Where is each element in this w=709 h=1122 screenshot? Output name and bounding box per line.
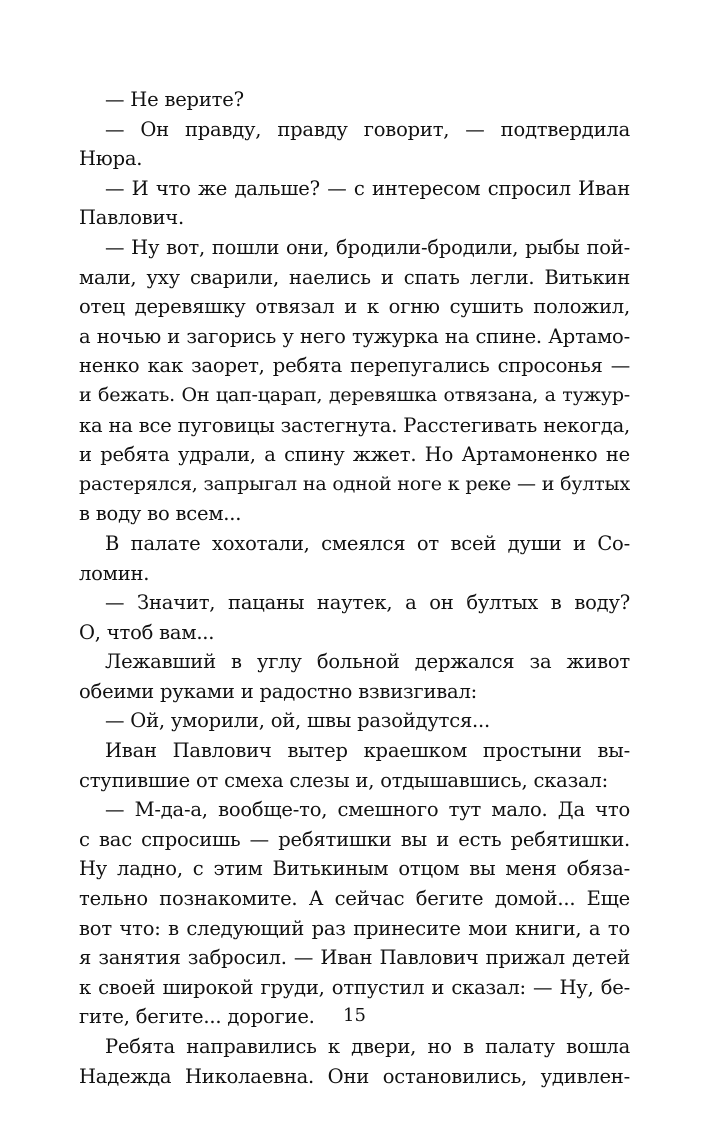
text-line: мали, уху сварили, наелись и спать легли. Витькин bbox=[79, 265, 630, 289]
text-line: ка на все пуговицы застегнута. Расстегивать некогда, bbox=[79, 413, 630, 437]
text-line: — Значит, пацаны наутек, а он бултых в воду? bbox=[105, 591, 630, 615]
text-line: В палате хохотали, смеялся от всей души и Со- bbox=[105, 531, 630, 555]
text-line: Павлович. bbox=[79, 206, 185, 230]
text-line: О, чтоб вам... bbox=[79, 620, 215, 644]
page-number: 15 bbox=[343, 1005, 366, 1026]
text-line: с вас спросишь — ребятишки вы и есть ребятишки. bbox=[79, 827, 630, 851]
text-line: Нюра. bbox=[79, 147, 143, 171]
text-line: а ночью и загорись у него тужурка на спине. Артамо- bbox=[79, 324, 630, 348]
text-line: Иван Павлович вытер краешком простыни вы- bbox=[105, 739, 630, 763]
text-line: и ребята удрали, а спину жжет. Но Артамоненко не bbox=[79, 443, 630, 467]
text-line: — Ну вот, пошли они, бродили-бродили, рыбы пой- bbox=[105, 235, 630, 259]
text-line: в воду во всем... bbox=[79, 502, 242, 526]
text-line: Ну ладно, с этим Витькиным отцом вы меня обяза- bbox=[79, 857, 630, 881]
text-line: обеими руками и радостно взвизгивал: bbox=[79, 679, 478, 703]
text-line: Надежда Николаевна. Они остановились, удивлен- bbox=[79, 1064, 630, 1088]
text-line: ненко как заорет, ребята перепугались спросонья — bbox=[79, 354, 630, 378]
text-line: — И что же дальше? — с интересом спросил Иван bbox=[105, 176, 630, 200]
text-line: гите, бегите... дорогие. bbox=[79, 1005, 315, 1029]
text-line: я занятия забросил. — Иван Павлович прижал детей bbox=[79, 946, 630, 970]
text-line: Лежавший в углу больной держался за живот bbox=[105, 650, 630, 674]
text-line: Ребята направились к двери, но в палату вошла bbox=[105, 1035, 630, 1058]
text-line: — Ой, уморили, ой, швы разойдутся... bbox=[105, 709, 491, 733]
text-line: к своей широкой груди, отпустил и сказал: — Ну, бе- bbox=[79, 975, 630, 999]
text-line: — Он правду, правду говорит, — подтвердила bbox=[105, 117, 630, 141]
text-line: и бежать. Он цап-царап, деревяшка отвязана, а тужур- bbox=[79, 383, 630, 406]
text-line: ступившие от смеха слезы и, отдышавшись, сказал: bbox=[79, 768, 608, 792]
text-line: вот что: в следующий раз принесите мои книги, а то bbox=[79, 916, 630, 940]
text-line: — М-да-а, вообще-то, смешного тут мало. Да что bbox=[105, 798, 630, 822]
text-line: отец деревяшку отвязал и к огню сушить положил, bbox=[79, 295, 630, 319]
text-line: тельно познакомите. А сейчас бегите домой... Еще bbox=[79, 887, 630, 911]
text-line: растерялся, запрыгал на одной ноге к реке — и бултых bbox=[79, 472, 630, 495]
body-text bbox=[79, 85, 630, 1091]
text-line: ломин. bbox=[79, 561, 150, 585]
text-line: — Не верите? bbox=[105, 88, 244, 111]
